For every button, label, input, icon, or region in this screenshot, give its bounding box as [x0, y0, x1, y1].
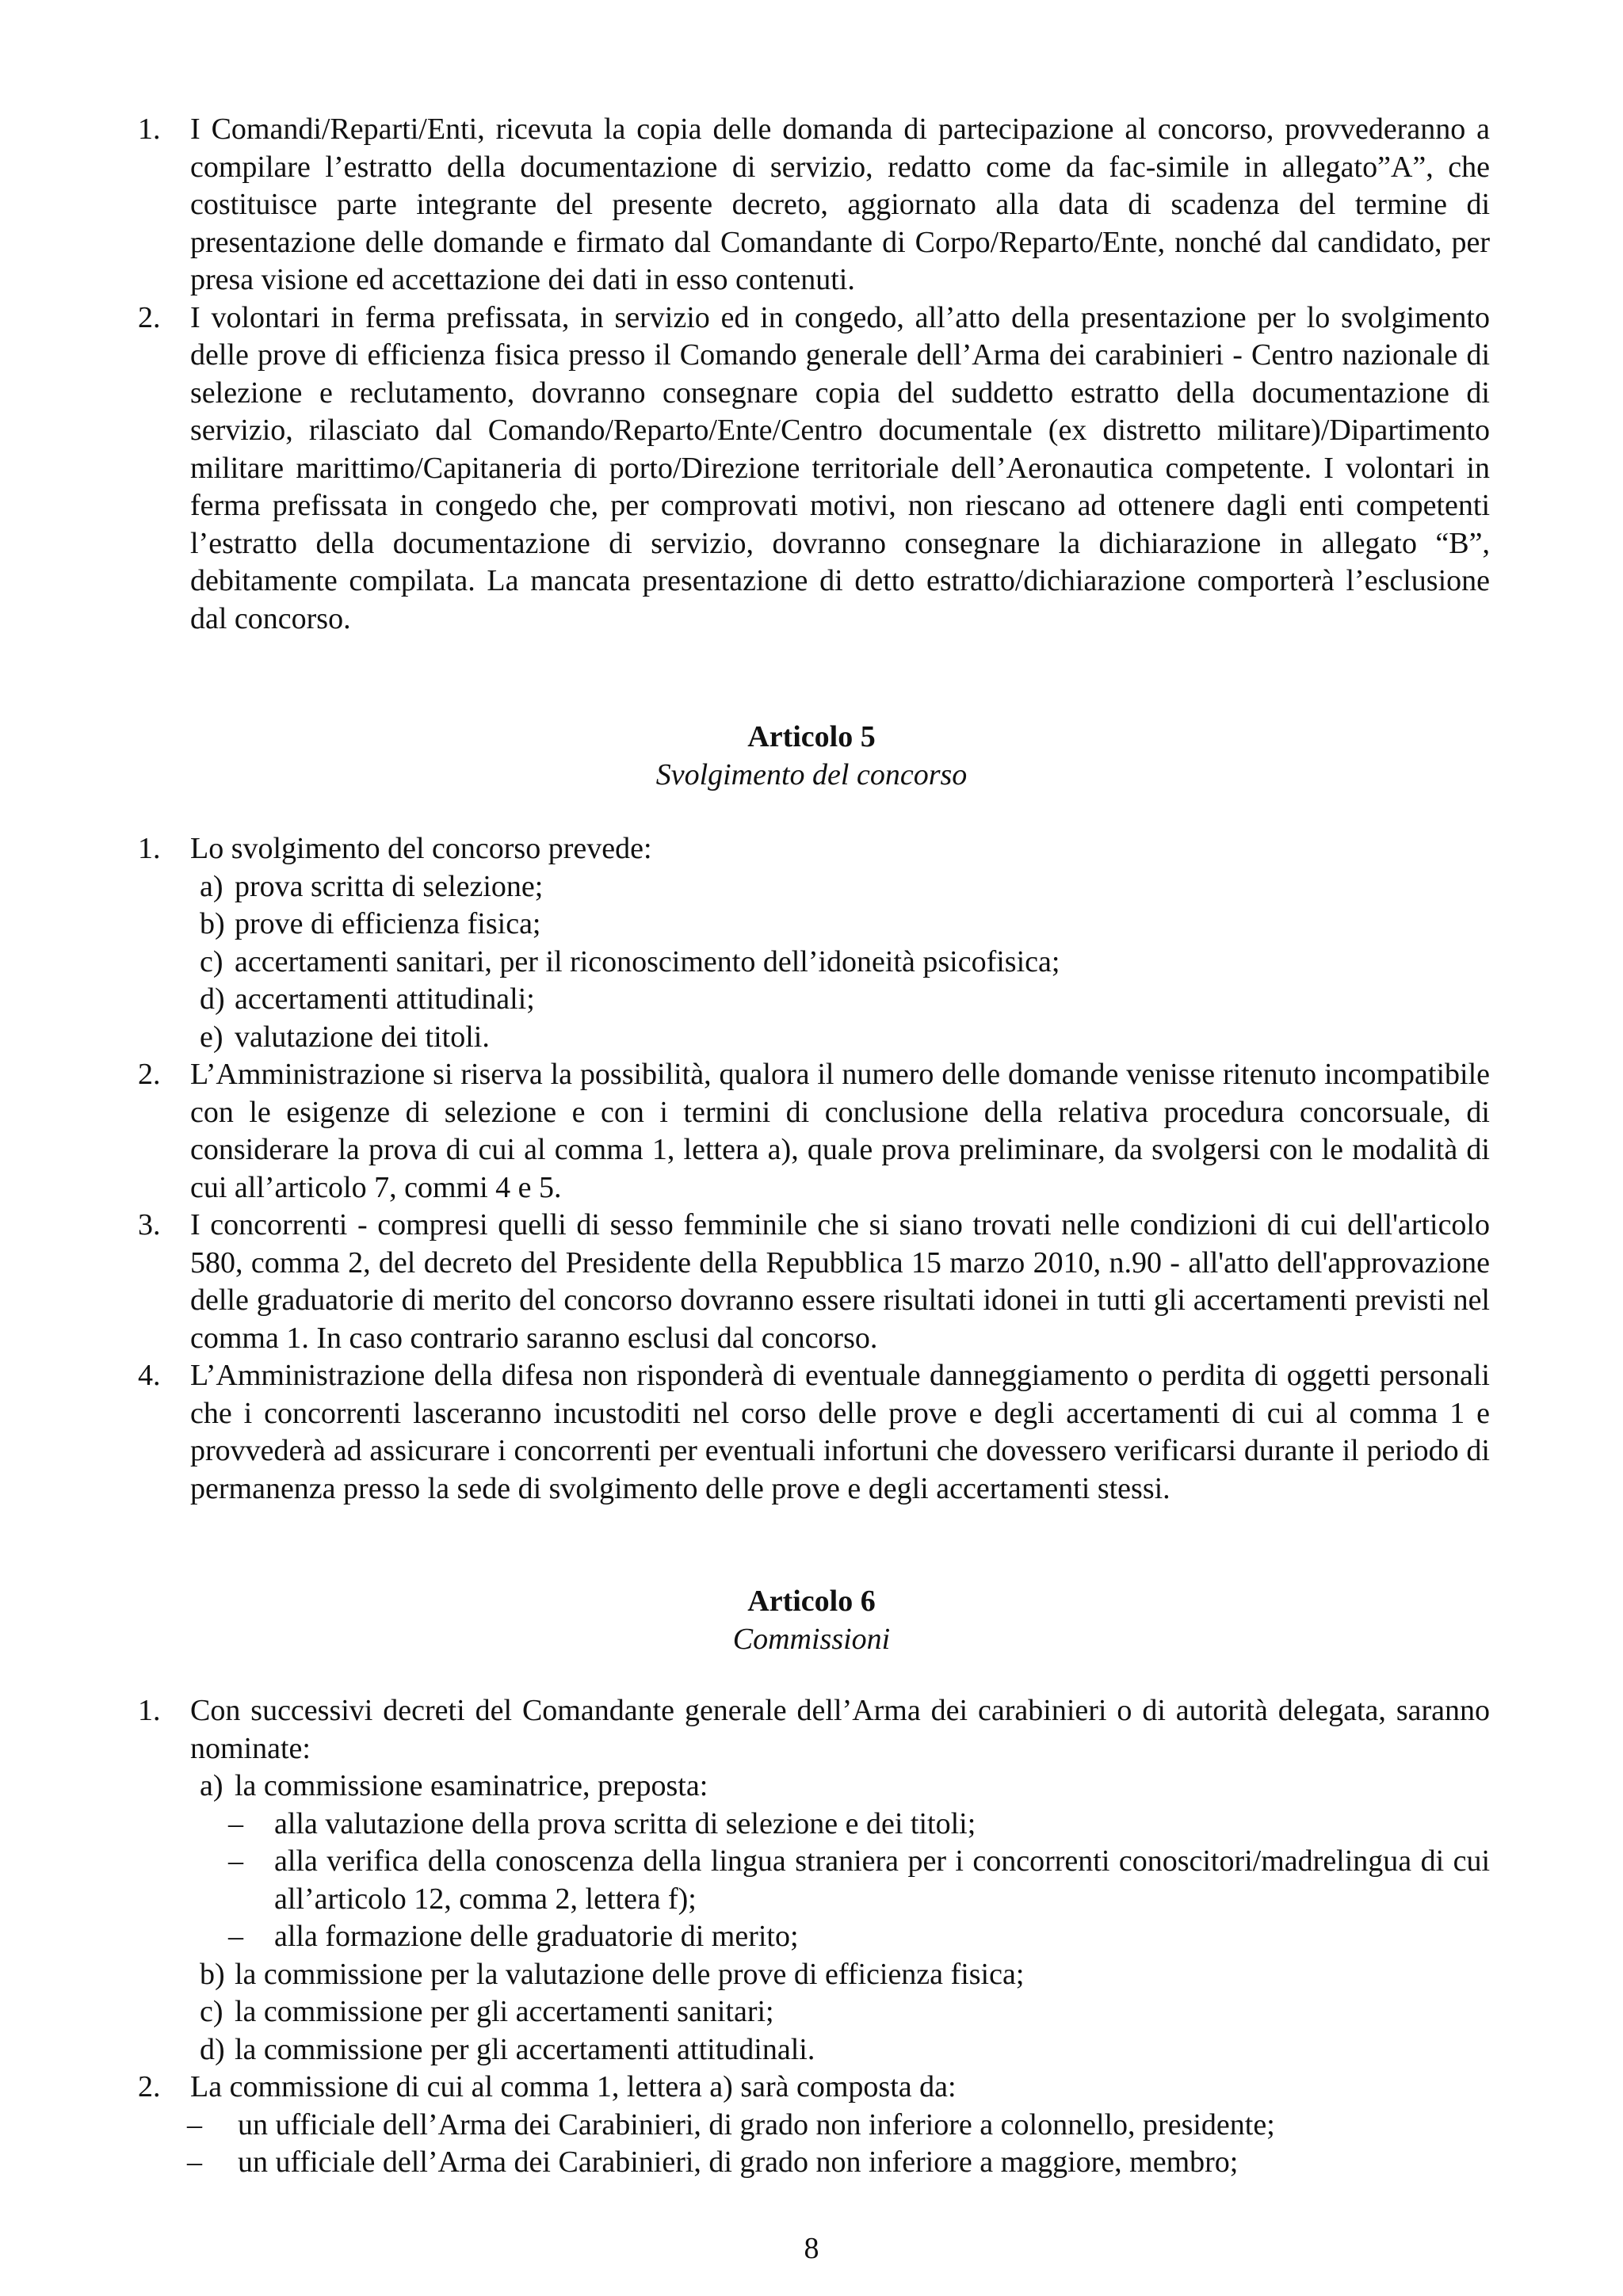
item-number: 2.	[138, 300, 161, 334]
item-letter: d)	[200, 2032, 225, 2066]
letter-item	[0, 2031, 1490, 2069]
item-text: La commissione di cui al comma 1, lettera a) sarà composta da:	[190, 2070, 957, 2103]
item-letter: c)	[200, 944, 223, 978]
article-subtitle: Commissioni	[732, 1622, 891, 1656]
item-text: Lo svolgimento del concorso prevede:	[190, 832, 652, 865]
article-6-list	[0, 1692, 1623, 2182]
item-text: accertamenti attitudinali;	[235, 982, 535, 1016]
item-text: I volontari in ferma prefissata, in servizio ed in congedo, all’atto della presentazione per lo svolgimento delle prove di efficienza fisica presso il Comando generale dell’Arma dei carabinieri - Centro nazionale di selezione e reclutamento, dovranno consegnare copia del suddetto estratto della documentazione di servizio, rilasciato dal Comando/Reparto/Ente/Centro documentale (ex distretto militare)/Dipartimento militare marittimo/Capitaneria di porto/Direzione territoriale dell’Aeronautica competente. I volontari in ferma prefissata in congedo che, per comprovati motivi, non riescano ad ottenere dagli enti competenti l’estratto della documentazione di servizio, dovranno consegnare la dichiarazione in allegato “B”, debitamente compilata. La mancata presentazione di detto estratto/dichiarazione comporterà l’esclusione dal concorso.	[190, 300, 1490, 635]
item-text: la commissione esaminatrice, preposta:	[235, 1769, 708, 1802]
letter-item	[0, 1993, 1490, 2031]
item-text: alla verifica della conoscenza della lingua straniera per i concorrenti conoscitori/madrelingua di cui all’articolo 12, comma 2, lettera f);	[274, 1844, 1490, 1916]
item-text: la commissione per gli accertamenti sanitari;	[235, 1995, 774, 2028]
article-subtitle: Svolgimento del concorso	[655, 757, 968, 791]
list-item	[0, 299, 1490, 639]
letter-item	[0, 1768, 1490, 1806]
page-number: 8	[804, 2232, 819, 2265]
list-item	[0, 111, 1490, 299]
item-text: accertamenti sanitari, per il riconoscimento dell’idoneità psicofisica;	[235, 944, 1060, 978]
item-letter: d)	[200, 982, 225, 1016]
item-number: 2.	[138, 2070, 161, 2103]
dash-bullet: –	[228, 1844, 243, 1878]
dash-item	[0, 1918, 1490, 1956]
list-item	[0, 1056, 1490, 1207]
dash-bullet: –	[228, 1806, 243, 1840]
item-letter: b)	[200, 1957, 225, 1991]
list-item	[0, 830, 1490, 868]
item-number: 2.	[138, 1058, 161, 1091]
letter-item	[0, 944, 1490, 982]
item-letter: a)	[200, 869, 223, 903]
dash-bullet: –	[228, 1920, 243, 1953]
dash-item	[0, 1843, 1490, 1918]
item-text: Con successivi decreti del Comandante generale dell’Arma dei carabinieri o di autorità delegata, saranno nominate:	[190, 1694, 1490, 1765]
item-text: valutazione dei titoli.	[235, 1020, 490, 1054]
item-number: 4.	[138, 1359, 161, 1392]
item-text: alla valutazione della prova scritta di selezione e dei titoli;	[274, 1806, 976, 1840]
article-5-list	[0, 830, 1623, 1508]
article-title: Articolo 5	[747, 720, 876, 753]
item-text: I Comandi/Reparti/Enti, ricevuta la copia delle domanda di partecipazione al concorso, provvederanno a compilare l’estratto della documentazione di servizio, redatto come da fac-simile in allegato”A”, che costituisce parte integrante del presente decreto, aggiornato alla data di scadenza del termine di presentazione delle domande e firmato dal Comandante di Corpo/Reparto/Ente, nonché dal candidato, per presa visione ed accettazione dei dati in esso contenuti.	[190, 113, 1490, 296]
item-letter: a)	[200, 1769, 223, 1802]
item-letter: b)	[200, 907, 225, 940]
item-text: L’Amministrazione si riserva la possibilità, qualora il numero delle domande venisse ritenuto incompatibile con le esigenze di selezione e con i termini di conclusione della relativa procedura concorsuale, di considerare la prova di cui al comma 1, lettera a), quale prova preliminare, da svolgersi con le modalità di cui all’articolo 7, commi 4 e 5.	[190, 1058, 1490, 1204]
item-number: 3.	[138, 1208, 161, 1241]
item-number: 1.	[138, 1694, 161, 1727]
list-item	[0, 1692, 1490, 1768]
dash-bullet: –	[187, 2107, 202, 2142]
article-5-heading	[0, 719, 1623, 794]
item-text: L’Amministrazione della difesa non risponderà di eventuale danneggiamento o perdita di oggetti personali che i concorrenti lasceranno incustoditi nel corso delle prove e degli accertamenti di cui al comma 1 e provvederà ad assicurare i concorrenti per eventuali infortuni che dovessero verificarsi durante il periodo di permanenza presso la sede di svolgimento delle prove e degli accertamenti stessi.	[190, 1359, 1490, 1505]
item-text: la commissione per gli accertamenti attitudinali.	[235, 2032, 815, 2066]
letter-item	[0, 981, 1490, 1019]
article-6-heading	[0, 1583, 1623, 1658]
dash-bullet: –	[187, 2145, 202, 2179]
item-number: 1.	[138, 832, 161, 865]
item-letter: e)	[200, 1020, 223, 1054]
item-text: un ufficiale dell’Arma dei Carabinieri, di grado non inferiore a colonnello, presidente;	[238, 2107, 1275, 2142]
letter-item	[0, 868, 1490, 906]
item-number: 1.	[138, 113, 161, 146]
dash-item	[0, 2144, 1490, 2182]
item-text: un ufficiale dell’Arma dei Carabinieri, di grado non inferiore a maggiore, membro;	[238, 2145, 1239, 2179]
item-text: alla formazione delle graduatorie di merito;	[274, 1920, 799, 1953]
list-item	[0, 1207, 1490, 1357]
dash-item	[0, 1806, 1490, 1844]
item-text: prova scritta di selezione;	[235, 869, 544, 903]
item-text: I concorrenti - compresi quelli di sesso femminile che si siano trovati nelle condizioni di cui dell'articolo 580, comma 2, del decreto del Presidente della Repubblica 15 marzo 2010, n.90 - all'atto dell'approvazione delle graduatorie di merito del concorso dovranno essere risultati idonei in tutti gli accertamenti previsti nel comma 1. In caso contrario saranno esclusi dal concorso.	[190, 1208, 1490, 1355]
item-text: la commissione per la valutazione delle prove di efficienza fisica;	[235, 1957, 1025, 1991]
letter-item	[0, 1019, 1490, 1057]
list-item	[0, 2069, 1490, 2107]
section-top-list	[0, 111, 1623, 638]
article-title: Articolo 6	[747, 1585, 876, 1618]
dash-item	[0, 2107, 1490, 2145]
item-letter: c)	[200, 1995, 223, 2028]
letter-item	[0, 906, 1490, 944]
item-text: prove di efficienza fisica;	[235, 907, 541, 940]
letter-item	[0, 1956, 1490, 1994]
list-item	[0, 1357, 1490, 1508]
